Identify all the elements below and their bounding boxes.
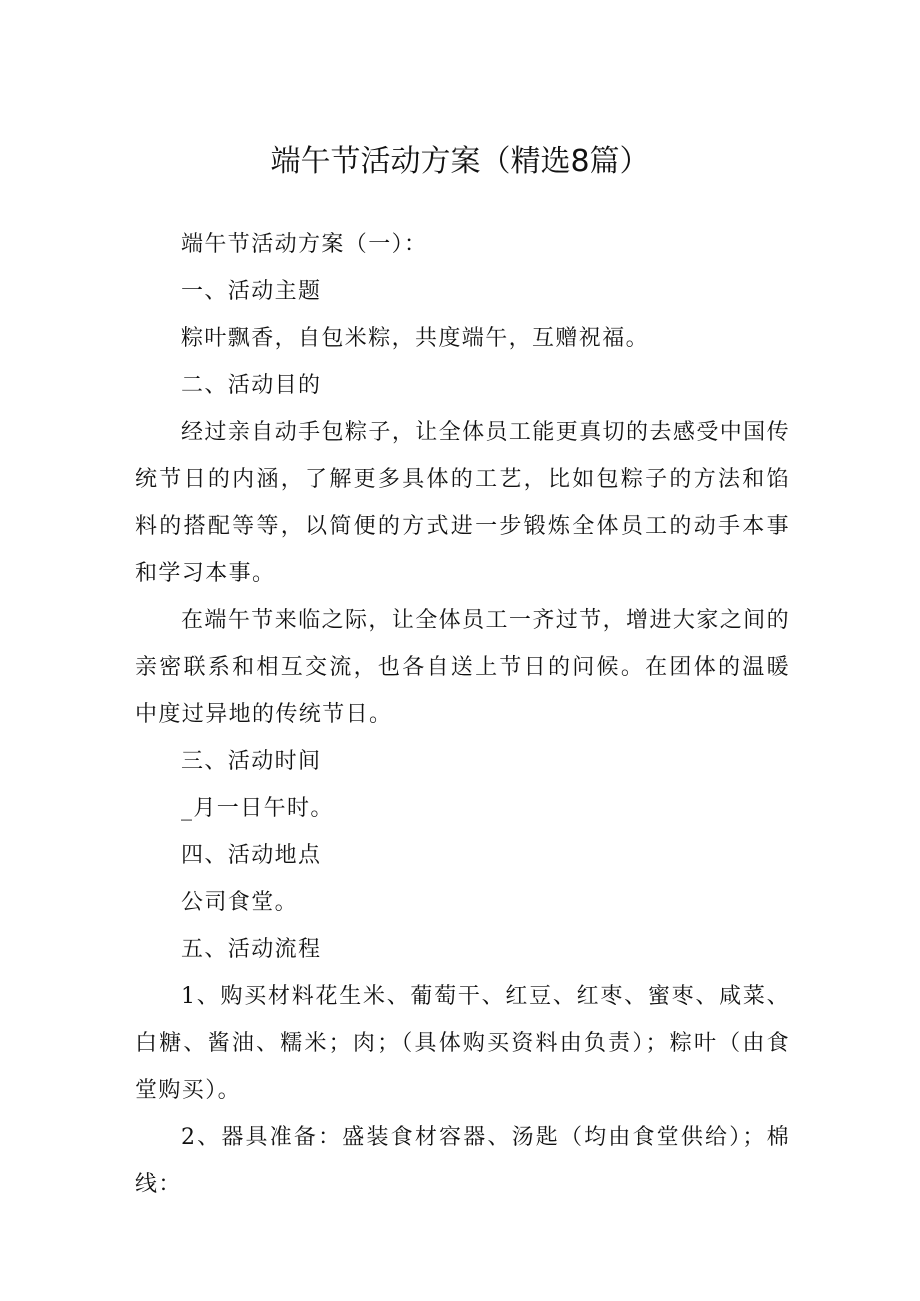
paragraph-purpose-1: 经过亲自动手包粽子，让全体员工能更真切的去感受中国传统节日的内涵，了解更多具体的工艺，比如包粽子的方法和馅料的搭配等等，以简便的方式进一步锻炼全体员工的动手本事和学习本事。 (135, 420, 790, 586)
paragraph-location: 公司食堂。 (181, 890, 299, 915)
document-title: 端午节活动方案（精选8篇） (270, 144, 650, 179)
paragraph-process-2: 2、器具准备：盛装食材容器、汤匙（均由食堂供给）；棉线： (135, 1125, 790, 1197)
heading-activity-process: 五、活动流程 (181, 937, 322, 962)
heading-activity-purpose: 二、活动目的 (181, 373, 322, 398)
section-title: 端午节活动方案（一）： (181, 232, 428, 257)
document-body (135, 221, 790, 1208)
paragraph-purpose-2: 在端午节来临之际，让全体员工一齐过节，增进大家之间的亲密联系和相互交流，也各自送上节日的问候。在团体的温暖中度过异地的传统节日。 (135, 608, 790, 727)
paragraph-time: _月一日午时。 (181, 796, 334, 821)
paragraph-theme: 粽叶飘香，自包米粽，共度端午，互赠祝福。 (181, 326, 650, 351)
heading-activity-time: 三、活动时间 (181, 749, 322, 774)
heading-activity-theme: 一、活动主题 (181, 279, 322, 304)
paragraph-process-1: 1、购买材料花生米、葡萄干、红豆、红枣、蜜枣、咸菜、白糖、酱油、糯米；肉；（具体购买资料由负责）；粽叶（由食堂购买）。 (135, 984, 790, 1103)
heading-activity-location: 四、活动地点 (181, 843, 322, 868)
